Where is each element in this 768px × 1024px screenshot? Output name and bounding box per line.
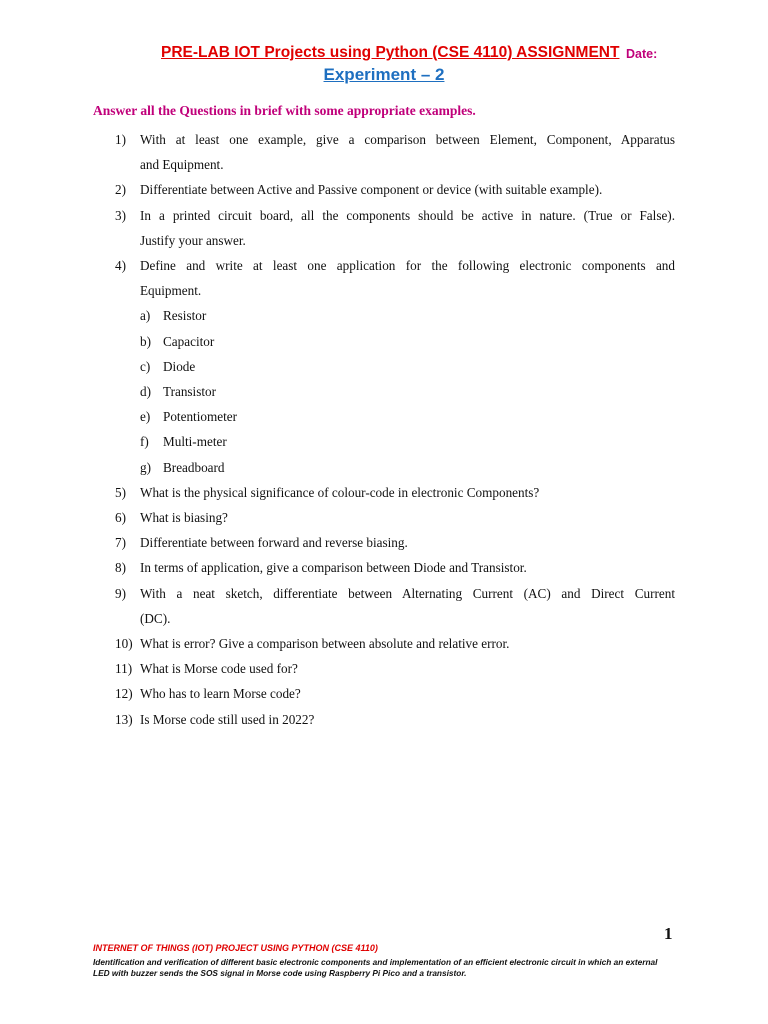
question-number: 8)	[115, 560, 126, 576]
question-text: What is Morse code used for?	[140, 661, 298, 677]
instruction-text: Answer all the Questions in brief with some appropriate examples.	[93, 103, 476, 118]
question-text: Justify your answer.	[140, 232, 246, 248]
question-text: What is error? Give a comparison between absolute and relative error.	[140, 636, 510, 651]
question-number: 7)	[115, 535, 126, 551]
question-text: With at least one example, give a comparison between Element, Component, Apparatus	[140, 132, 675, 147]
question-text: Differentiate between Active and Passive component or device (with suitable example).	[140, 182, 603, 198]
question-text: Differentiate between forward and reverse biasing.	[140, 535, 408, 551]
question-number: 11)	[115, 661, 133, 677]
sub-item-text: Resistor	[163, 308, 207, 324]
question-number: 9)	[115, 585, 126, 601]
sub-item-text: Capacitor	[163, 333, 215, 349]
question-number: 2)	[115, 182, 126, 198]
question-text: and Equipment.	[140, 157, 224, 173]
sub-item-text: Breadboard	[163, 459, 225, 475]
question-number: 12)	[115, 686, 133, 702]
question-number: 4)	[115, 258, 126, 273]
question-text: Equipment.	[140, 283, 202, 299]
question-text: With a neat sketch, differentiate between Alternating Current (AC) and Direct Current	[140, 585, 675, 601]
sub-item-letter: f)	[140, 434, 149, 450]
sub-item-letter: b)	[140, 333, 151, 349]
sub-item-letter: d)	[140, 384, 151, 399]
sub-item-text: Transistor	[163, 384, 217, 399]
sub-item-letter: e)	[140, 409, 151, 425]
sub-item-letter: c)	[140, 358, 151, 374]
footer-description: Identification and verification of different basic electronic components and implementation of an efficient electronic circuit in which an external LED with buzzer sends the SOS signal in Morse code using Raspberry Pi Pico and a transistor.	[93, 957, 658, 978]
page-number: 1	[664, 924, 673, 943]
sub-item-text: Diode	[163, 358, 196, 374]
question-text: In a printed circuit board, all the components should be active in nature. (True or False).	[140, 207, 675, 223]
question-number: 10)	[115, 636, 133, 651]
question-number: 5)	[115, 484, 126, 500]
question-number: 3)	[115, 207, 126, 223]
question-text: Define and write at least one application for the following electronic components and	[140, 258, 675, 273]
question-text: What is biasing?	[140, 510, 228, 525]
footer-title: INTERNET OF THINGS (IOT) PROJECT USING PYTHON (CSE 4110)	[93, 943, 378, 953]
sub-item-text: Multi-meter	[163, 434, 227, 450]
sub-item-text: Potentiometer	[163, 409, 237, 425]
question-number: 13)	[115, 711, 133, 727]
question-number: 1)	[115, 132, 126, 147]
question-text: Is Morse code still used in 2022?	[140, 711, 315, 727]
sub-item-letter: a)	[140, 308, 151, 324]
experiment-title: Experiment – 2	[323, 65, 445, 84]
question-text: (DC).	[140, 610, 171, 626]
date-label: Date:	[626, 47, 658, 61]
sub-item-letter: g)	[140, 459, 151, 475]
assignment-title: PRE-LAB IOT Projects using Python (CSE 4110) ASSIGNMENT	[161, 44, 620, 61]
question-text: Who has to learn Morse code?	[140, 686, 301, 702]
question-number: 6)	[115, 510, 126, 525]
question-text: In terms of application, give a comparison between Diode and Transistor.	[140, 560, 527, 576]
question-text: What is the physical significance of colour-code in electronic Components?	[140, 484, 540, 500]
